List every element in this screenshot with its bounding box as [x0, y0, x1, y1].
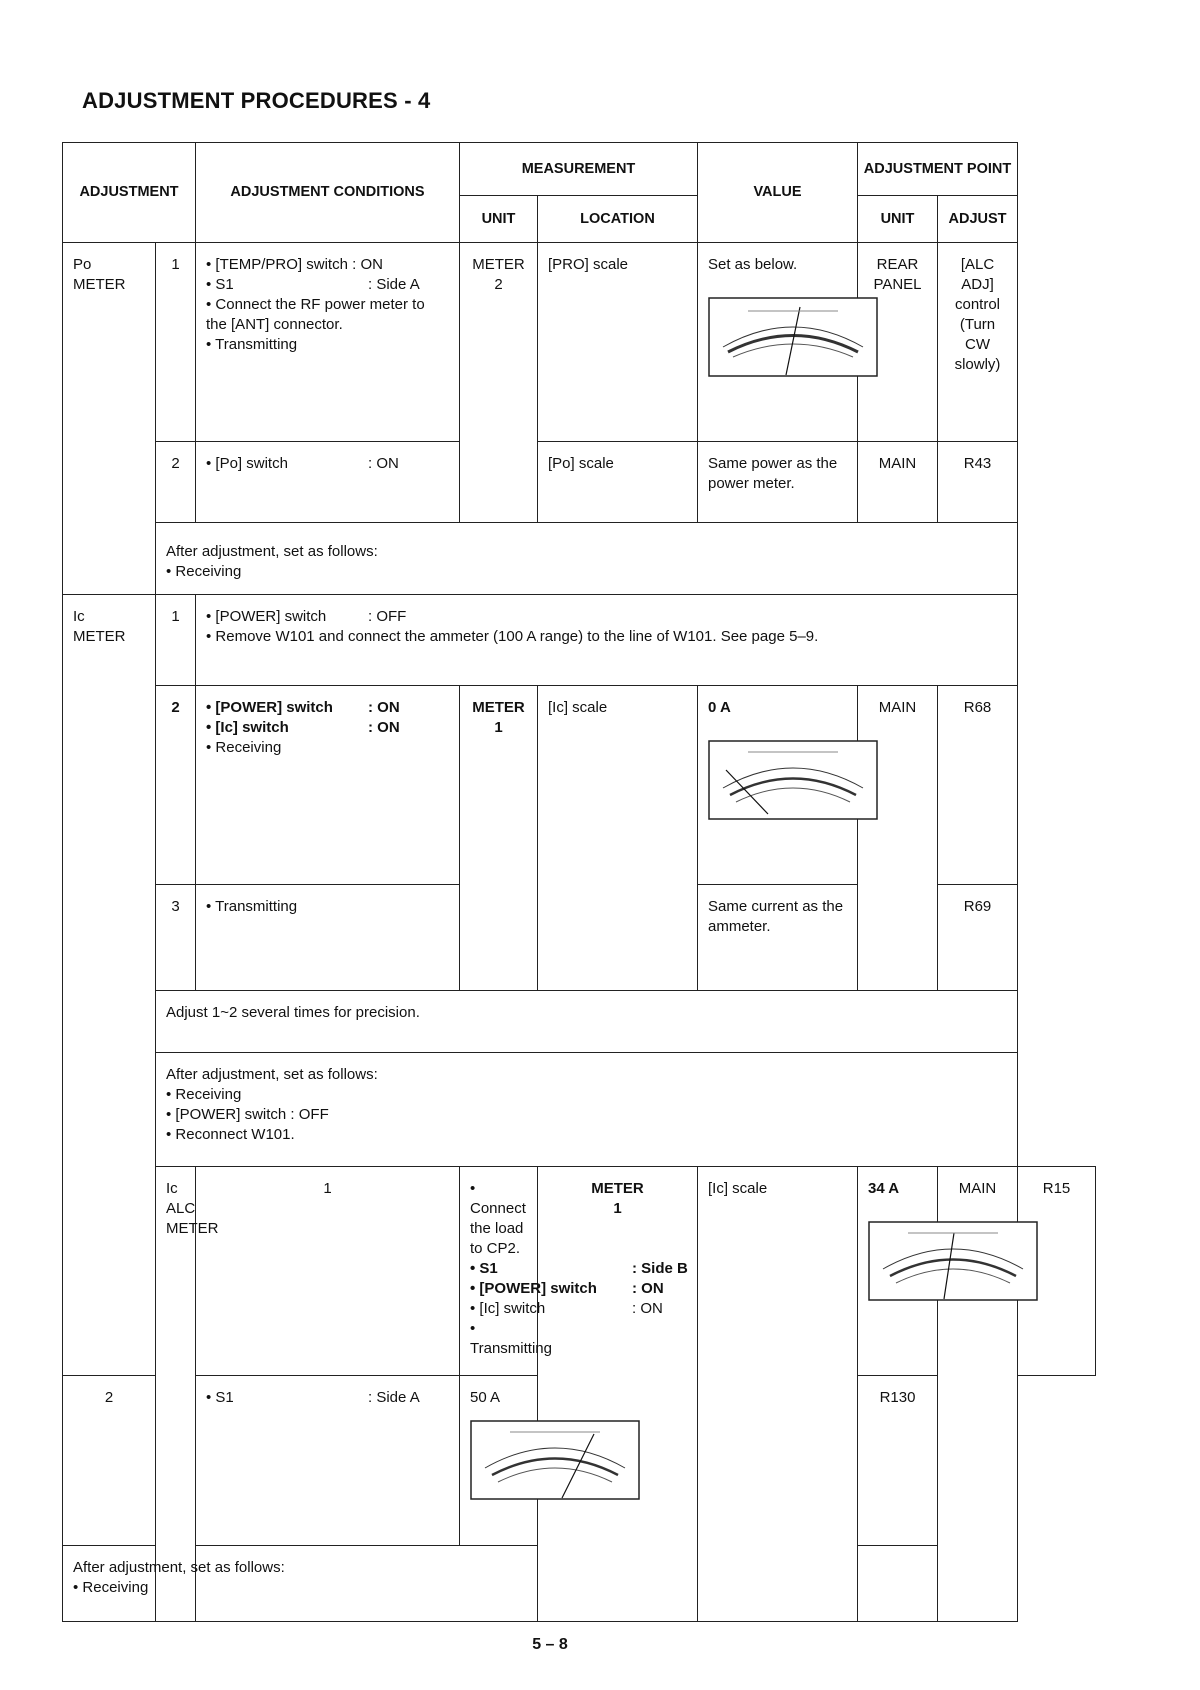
ic-meter-name: Ic METER [63, 594, 156, 1375]
icalc-step-1: 1 [196, 1167, 460, 1376]
icalc-step-1-value [858, 1167, 938, 1376]
condition-key: • S1 [206, 1388, 234, 1406]
condition-line: • Receiving [206, 738, 282, 756]
condition-key: • S1 [470, 1260, 498, 1278]
po-step-2-value: Same power as the power meter. [698, 441, 858, 522]
ic-step-2-value [698, 685, 858, 884]
po-step-2-ap-unit: MAIN [858, 441, 938, 522]
value-text: 50 A [470, 1388, 501, 1406]
po-step-2-location: [Po] scale [538, 441, 698, 522]
value-text: 34 A [868, 1180, 900, 1198]
po-step-2-ap-adjust: R43 [938, 441, 1018, 522]
ic-meter-image-0a [708, 740, 878, 820]
adjustment-table [62, 142, 1096, 1622]
po-step-1-conditions [196, 242, 460, 441]
ic-meter-image-34a [868, 1221, 1038, 1301]
header-ap-adjust: ADJUST [938, 196, 1018, 243]
po-step-1-ap-unit: REAR PANEL [858, 242, 938, 441]
ic-step-3-value: Same current as the ammeter. [698, 885, 858, 991]
condition-line: • Transmitting [206, 335, 298, 353]
po-step-1-ap-adjust: [ALC ADJ] control (Turn CW slowly) [938, 242, 1018, 441]
condition-value: : Side B [632, 1260, 688, 1278]
icalc-ap-unit: MAIN [938, 1167, 1018, 1622]
ic-step-3-conditions: • Transmitting [196, 885, 460, 991]
header-measurement: MEASUREMENT [460, 143, 698, 196]
condition-value: : OFF [368, 607, 407, 625]
header-conditions: ADJUSTMENT CONDITIONS [196, 143, 460, 243]
condition-key: • S1 [206, 275, 234, 293]
icalc-meas-unit: METER 1 [538, 1167, 698, 1622]
ic-precision-note: Adjust 1~2 several times for precision. [156, 991, 1018, 1052]
condition-line: • Connect the RF power meter to the [ANT] connector. [206, 295, 425, 333]
condition-line [206, 718, 449, 738]
po-step-1: 1 [156, 242, 196, 441]
condition-value: : ON [368, 718, 400, 736]
header-value: VALUE [698, 143, 858, 243]
po-step-1-value [698, 242, 858, 441]
condition-value: : ON [368, 698, 400, 716]
icalc-step-2-value [460, 1375, 538, 1545]
ic-location: [Ic] scale [538, 685, 698, 990]
icalc-after-note: After adjustment, set as follows: • Receiving [63, 1545, 938, 1621]
ic-step-2-conditions [196, 685, 460, 884]
condition-line: • Remove W101 and connect the ammeter (100 A range) to the line of W101. See page 5–9. [206, 627, 819, 645]
icalc-step-2-ap-adjust: R130 [858, 1375, 938, 1545]
condition-line [206, 607, 1007, 627]
ic-step-2: 2 [156, 685, 196, 884]
ic-after-note: After adjustment, set as follows: • Receiving • [POWER] switch : OFF • Reconnect W101. [156, 1052, 1018, 1167]
po-step-2-conditions [196, 441, 460, 522]
condition-value: : Side A [368, 1388, 420, 1406]
value-text: Set as below. [708, 255, 798, 273]
page-number: 5 – 8 [532, 1636, 568, 1653]
header-ap-unit: UNIT [858, 196, 938, 243]
condition-key: • [Ic] switch [470, 1300, 546, 1318]
page-title: ADJUSTMENT PROCEDURES - 4 [82, 88, 431, 113]
ic-step-2-ap-adjust: R68 [938, 685, 1018, 884]
condition-value: : ON [368, 454, 399, 472]
condition-key: • [POWER] switch [206, 607, 327, 625]
ic-step-1-conditions [196, 594, 1018, 685]
po-step-2: 2 [156, 441, 196, 522]
condition-line [206, 698, 449, 718]
condition-line: • Connect the load to CP2. [470, 1180, 526, 1258]
condition-value: : Side A [368, 275, 420, 293]
value-text: 0 A [708, 698, 731, 716]
icalc-step-2-conditions [196, 1375, 460, 1545]
condition-line [206, 275, 449, 295]
icalc-step-1-ap-adjust: R15 [1018, 1167, 1096, 1376]
condition-line [206, 454, 449, 474]
condition-line [470, 1259, 688, 1279]
pro-meter-image [708, 297, 878, 377]
header-meas-unit: UNIT [460, 196, 538, 243]
po-after-note: After adjustment, set as follows: • Receiving [156, 522, 1018, 594]
condition-line [206, 1388, 449, 1408]
condition-key: • [Po] switch [206, 454, 288, 472]
ic-meas-unit: METER 1 [460, 685, 538, 990]
header-adjustment: ADJUSTMENT [63, 143, 196, 243]
condition-key: • [Ic] switch [206, 718, 289, 736]
condition-key: • [POWER] switch [470, 1280, 597, 1298]
condition-value: : ON [632, 1300, 663, 1318]
condition-line: • Transmitting [470, 1320, 552, 1358]
condition-line [470, 1279, 664, 1299]
ic-step-1: 1 [156, 594, 196, 685]
ic-meter-image-50a [470, 1420, 640, 1500]
header-adjustment-point: ADJUSTMENT POINT [858, 143, 1018, 196]
icalc-location: [Ic] scale [698, 1167, 858, 1622]
po-step-1-location: [PRO] scale [538, 242, 698, 441]
ic-step-3-ap-adjust: R69 [938, 885, 1018, 991]
condition-value: : ON [632, 1280, 664, 1298]
condition-key: • [POWER] switch [206, 698, 333, 716]
icalc-step-2: 2 [63, 1375, 156, 1545]
ic-ap-unit: MAIN [858, 685, 938, 990]
ic-step-3: 3 [156, 885, 196, 991]
condition-line: • [TEMP/PRO] switch : ON [206, 255, 383, 273]
po-meter-name: Po METER [63, 242, 156, 594]
condition-line [470, 1299, 663, 1319]
header-meas-location: LOCATION [538, 196, 698, 243]
po-meas-unit: METER 2 [460, 242, 538, 522]
icalc-meter-name: Ic ALC METER [156, 1167, 196, 1622]
